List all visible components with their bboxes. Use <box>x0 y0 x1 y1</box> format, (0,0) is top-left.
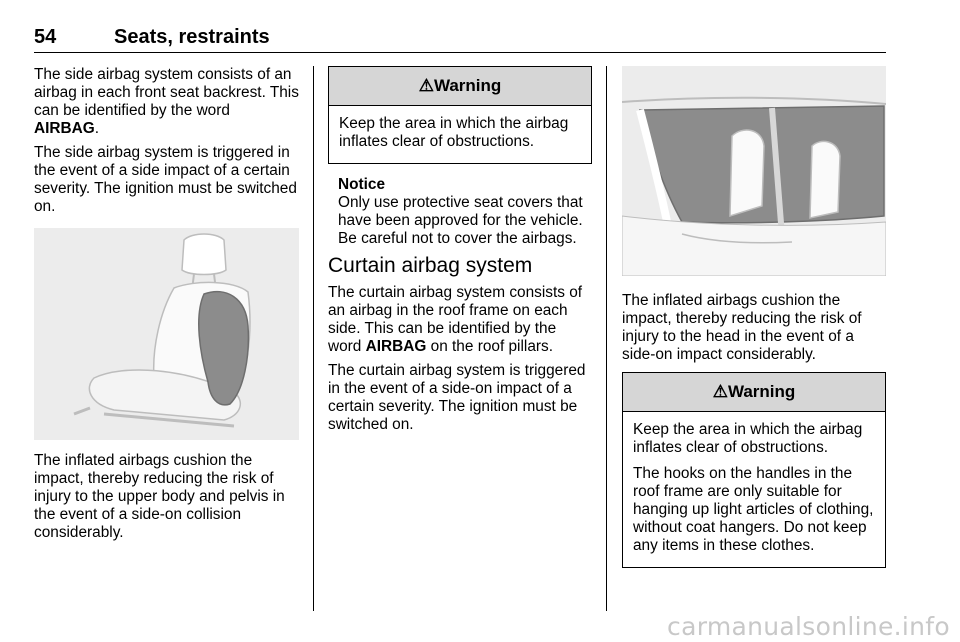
notice-title: Notice <box>338 176 386 193</box>
warning-header: ⚠Warning <box>329 67 591 106</box>
section-title: Curtain airbag system <box>328 254 533 277</box>
warning-text: Keep the area in which the airbag inflates clear of obstructions. <box>633 421 863 456</box>
warning-triangle-icon: ⚠ <box>418 76 434 95</box>
warning-box <box>622 372 886 568</box>
warning-hooks-text: The hooks on the handles in the roof frame are only suitable for hanging up light articles of clothing, without coat hangers. Do not keep any items in these clothes. <box>633 465 874 554</box>
curtain-airbag-trigger: The curtain airbag system is triggered in the event of a side-on impact of a certain severity. The ignition must be switched on. <box>328 362 586 433</box>
side-airbag-cushion: The inflated airbags cushion the impact, thereby reducing the risk of injury to the upper body and pelvis in the event of a side-on collision considerably. <box>34 452 285 541</box>
page-number: 54 <box>34 26 57 48</box>
page-title: Seats, restraints <box>114 26 270 48</box>
warning-triangle-icon: ⚠ <box>712 382 728 401</box>
seat-airbag-illustration <box>34 228 299 440</box>
warning-text: Keep the area in which the airbag inflates clear of obstructions. <box>339 115 569 150</box>
curtain-airbag-cushion: The inflated airbags cushion the impact, thereby reducing the risk of injury to the head in the event of a side-on impact considerably. <box>622 292 862 363</box>
curtain-airbag-intro: The curtain airbag system consists of an airbag in the roof frame on each side. This can be identified by the word AIRBAG on the roof pillars. <box>328 284 583 355</box>
curtain-airbag-illustration <box>622 66 886 276</box>
column-divider <box>313 66 314 611</box>
page-header <box>34 26 886 53</box>
warning-box <box>328 66 592 164</box>
warning-header: ⚠Warning <box>623 373 885 412</box>
watermark: carmanualsonline.info <box>667 612 950 641</box>
side-airbag-intro: The side airbag system consists of an airbag in each front seat backrest. This can be identified by the word AIRBAG. <box>34 66 299 137</box>
column-2 <box>328 66 592 440</box>
notice-text: Only use protective seat covers that have been approved for the vehicle. Be careful not to cover the airbags. <box>338 194 583 247</box>
column-1 <box>34 66 299 548</box>
column-3 <box>622 66 886 568</box>
airbag-word: AIRBAG <box>365 338 427 355</box>
side-airbag-trigger: The side airbag system is triggered in the event of a side impact of a certain severity. The ignition must be switched on. <box>34 144 297 215</box>
airbag-word: AIRBAG <box>34 120 95 137</box>
column-divider <box>606 66 607 611</box>
